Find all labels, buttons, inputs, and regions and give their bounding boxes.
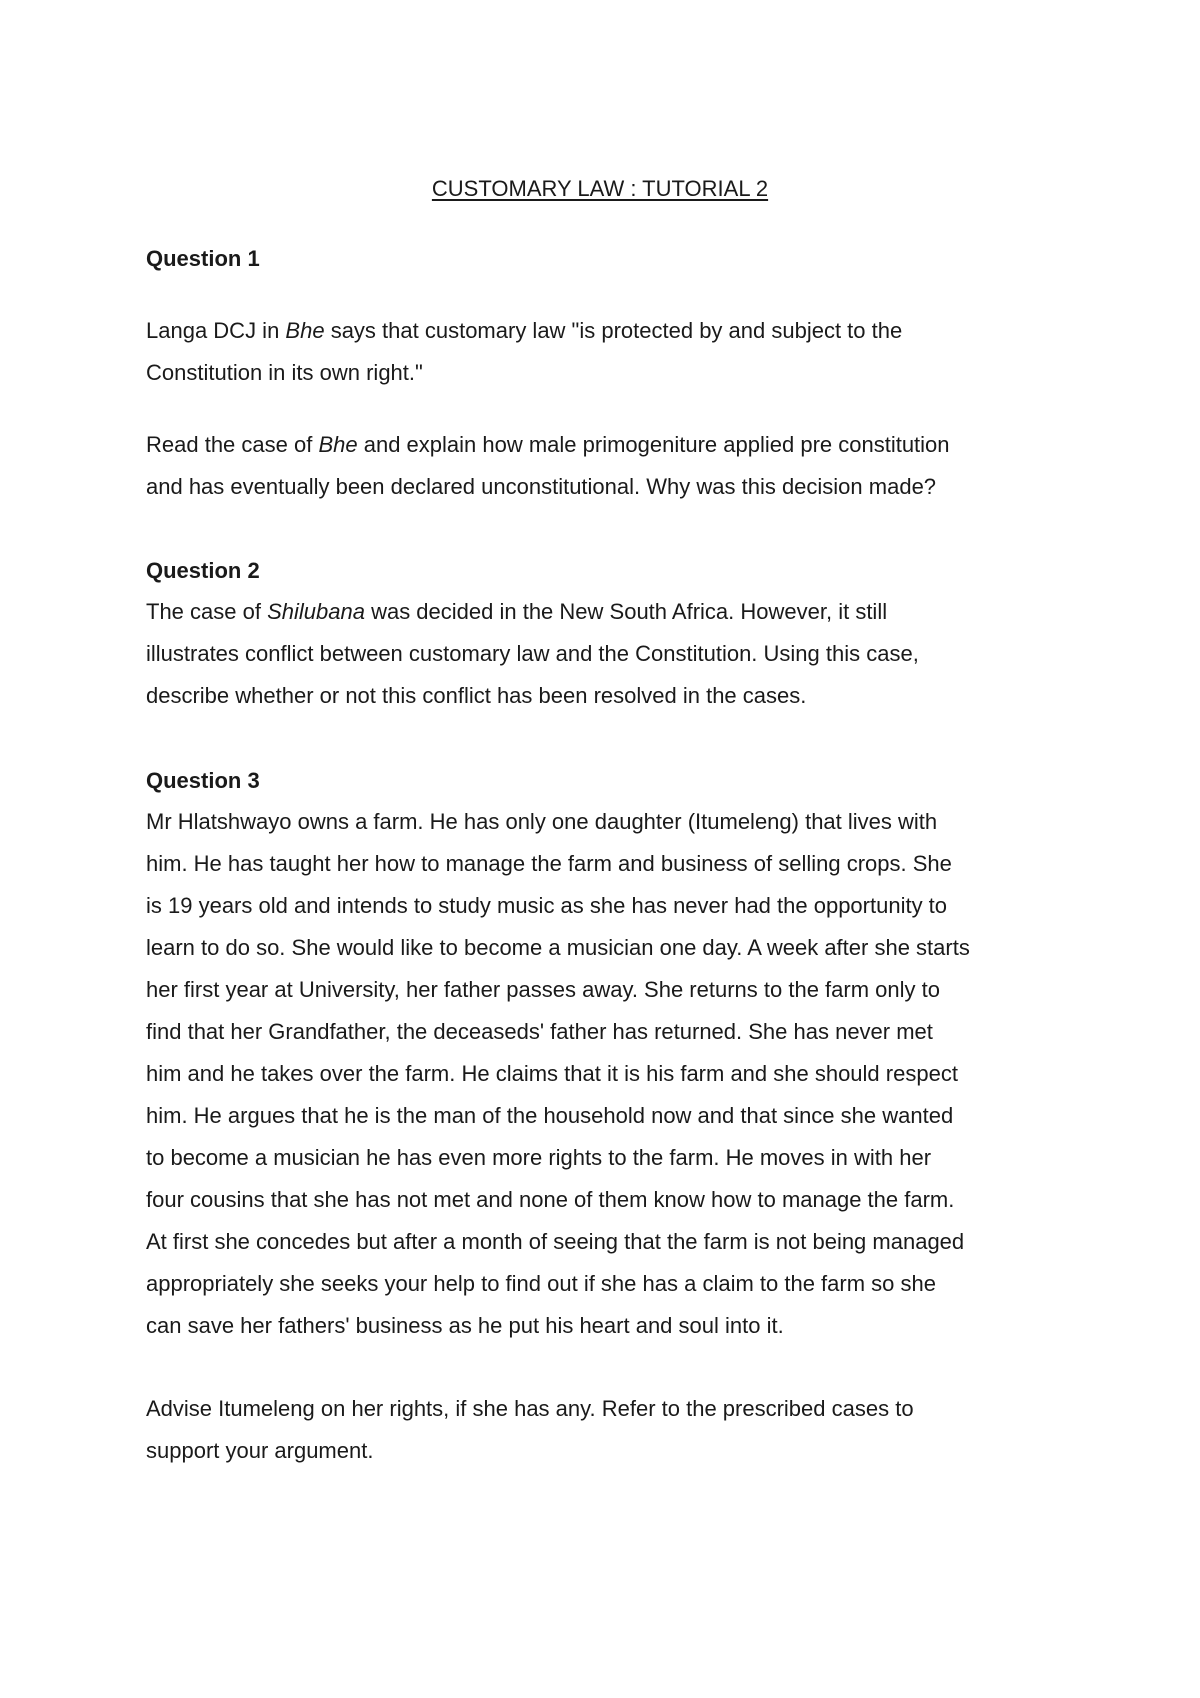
question-heading: Question 3 [146, 768, 260, 793]
text-run: At first she concedes but after a month of seeing that the farm is not being managed [146, 1229, 965, 1254]
text-run: Mr Hlatshwayo owns a farm. He has only one daughter (Itumeleng) that lives with [146, 809, 938, 834]
question-heading: Question 2 [146, 558, 260, 583]
paragraph-line [146, 1137, 1076, 1179]
question-3-heading-block [146, 768, 1076, 794]
text-run: him and he takes over the farm. He claims that it is his farm and she should respect [146, 1061, 958, 1086]
text-run: her first year at University, her father passes away. She returns to the farm only to [146, 977, 940, 1002]
text-run: can save her fathers' business as he put his heart and soul into it. [146, 1313, 784, 1338]
text-run: is 19 years old and intends to study music as she has never had the opportunity to [146, 893, 948, 918]
text-run: Constitution in its own right." [146, 360, 423, 385]
paragraph [146, 310, 1076, 394]
text-run: Advise Itumeleng on her rights, if she has any. Refer to the prescribed cases to [146, 1396, 914, 1421]
paragraph-line [146, 675, 1076, 717]
question-heading: Question 1 [146, 246, 260, 271]
text-run: him. He has taught her how to manage the farm and business of selling crops. She [146, 851, 952, 876]
question-3-paragraph-2 [146, 1388, 1076, 1472]
text-run: him. He argues that he is the man of the household now and that since she wanted [146, 1103, 954, 1128]
paragraph [146, 591, 1076, 717]
paragraph [146, 424, 1076, 508]
paragraph-line [146, 1095, 1076, 1137]
paragraph-line [146, 310, 1076, 352]
paragraph [146, 1388, 1076, 1472]
document-title: CUSTOMARY LAW : TUTORIAL 2 [431, 176, 769, 201]
text-run: four cousins that she has not met and none of them know how to manage the farm. [146, 1187, 955, 1212]
text-run: Langa DCJ in [146, 318, 286, 343]
paragraph-line [146, 843, 1076, 885]
paragraph-line [146, 885, 1076, 927]
text-run: to become a musician he has even more rights to the farm. He moves in with her [146, 1145, 932, 1170]
text-run: The case of [146, 599, 268, 624]
paragraph-line [146, 1388, 1076, 1430]
paragraph-line [146, 927, 1076, 969]
text-run: Read the case of [146, 432, 319, 457]
paragraph-line [146, 633, 1076, 675]
paragraph-line [146, 466, 1076, 508]
text-run: appropriately she seeks your help to find out if she has a claim to the farm so she [146, 1271, 936, 1296]
question-2-heading-block [146, 558, 1076, 584]
case-name-italic: Bhe [285, 318, 325, 343]
question-1-paragraph-1 [146, 310, 1076, 394]
paragraph-line [146, 801, 1076, 843]
paragraph-line [146, 424, 1076, 466]
case-name-italic: Bhe [318, 432, 358, 457]
text-run: and explain how male primogeniture applied pre constitution [357, 432, 950, 457]
paragraph-line [146, 352, 1076, 394]
paragraph-line [146, 1305, 1076, 1347]
paragraph [146, 801, 1076, 1347]
paragraph-line [146, 1430, 1076, 1472]
text-run: illustrates conflict between customary law and the Constitution. Using this case, [146, 641, 919, 666]
question-3-paragraph-1 [146, 801, 1076, 1347]
question-1-paragraph-2 [146, 424, 1076, 508]
text-run: describe whether or not this conflict has been resolved in the cases. [146, 683, 807, 708]
paragraph-line [146, 1011, 1076, 1053]
text-run: says that customary law "is protected by and subject to the [324, 318, 903, 343]
case-name-italic: Shilubana [267, 599, 365, 624]
text-run: learn to do so. She would like to become a musician one day. A week after she starts [146, 935, 970, 960]
text-run: find that her Grandfather, the deceaseds' father has returned. She has never met [146, 1019, 933, 1044]
text-run: support your argument. [146, 1438, 374, 1463]
paragraph-line [146, 1179, 1076, 1221]
text-run: was decided in the New South Africa. However, it still [364, 599, 888, 624]
paragraph-line [146, 1053, 1076, 1095]
paragraph-line [146, 591, 1076, 633]
text-run: and has eventually been declared unconstitutional. Why was this decision made? [146, 474, 937, 499]
question-2-paragraph-1 [146, 591, 1076, 717]
paragraph-line [146, 969, 1076, 1011]
question-1-heading-block [146, 246, 1076, 272]
paragraph-line [146, 1221, 1076, 1263]
paragraph-line [146, 1263, 1076, 1305]
